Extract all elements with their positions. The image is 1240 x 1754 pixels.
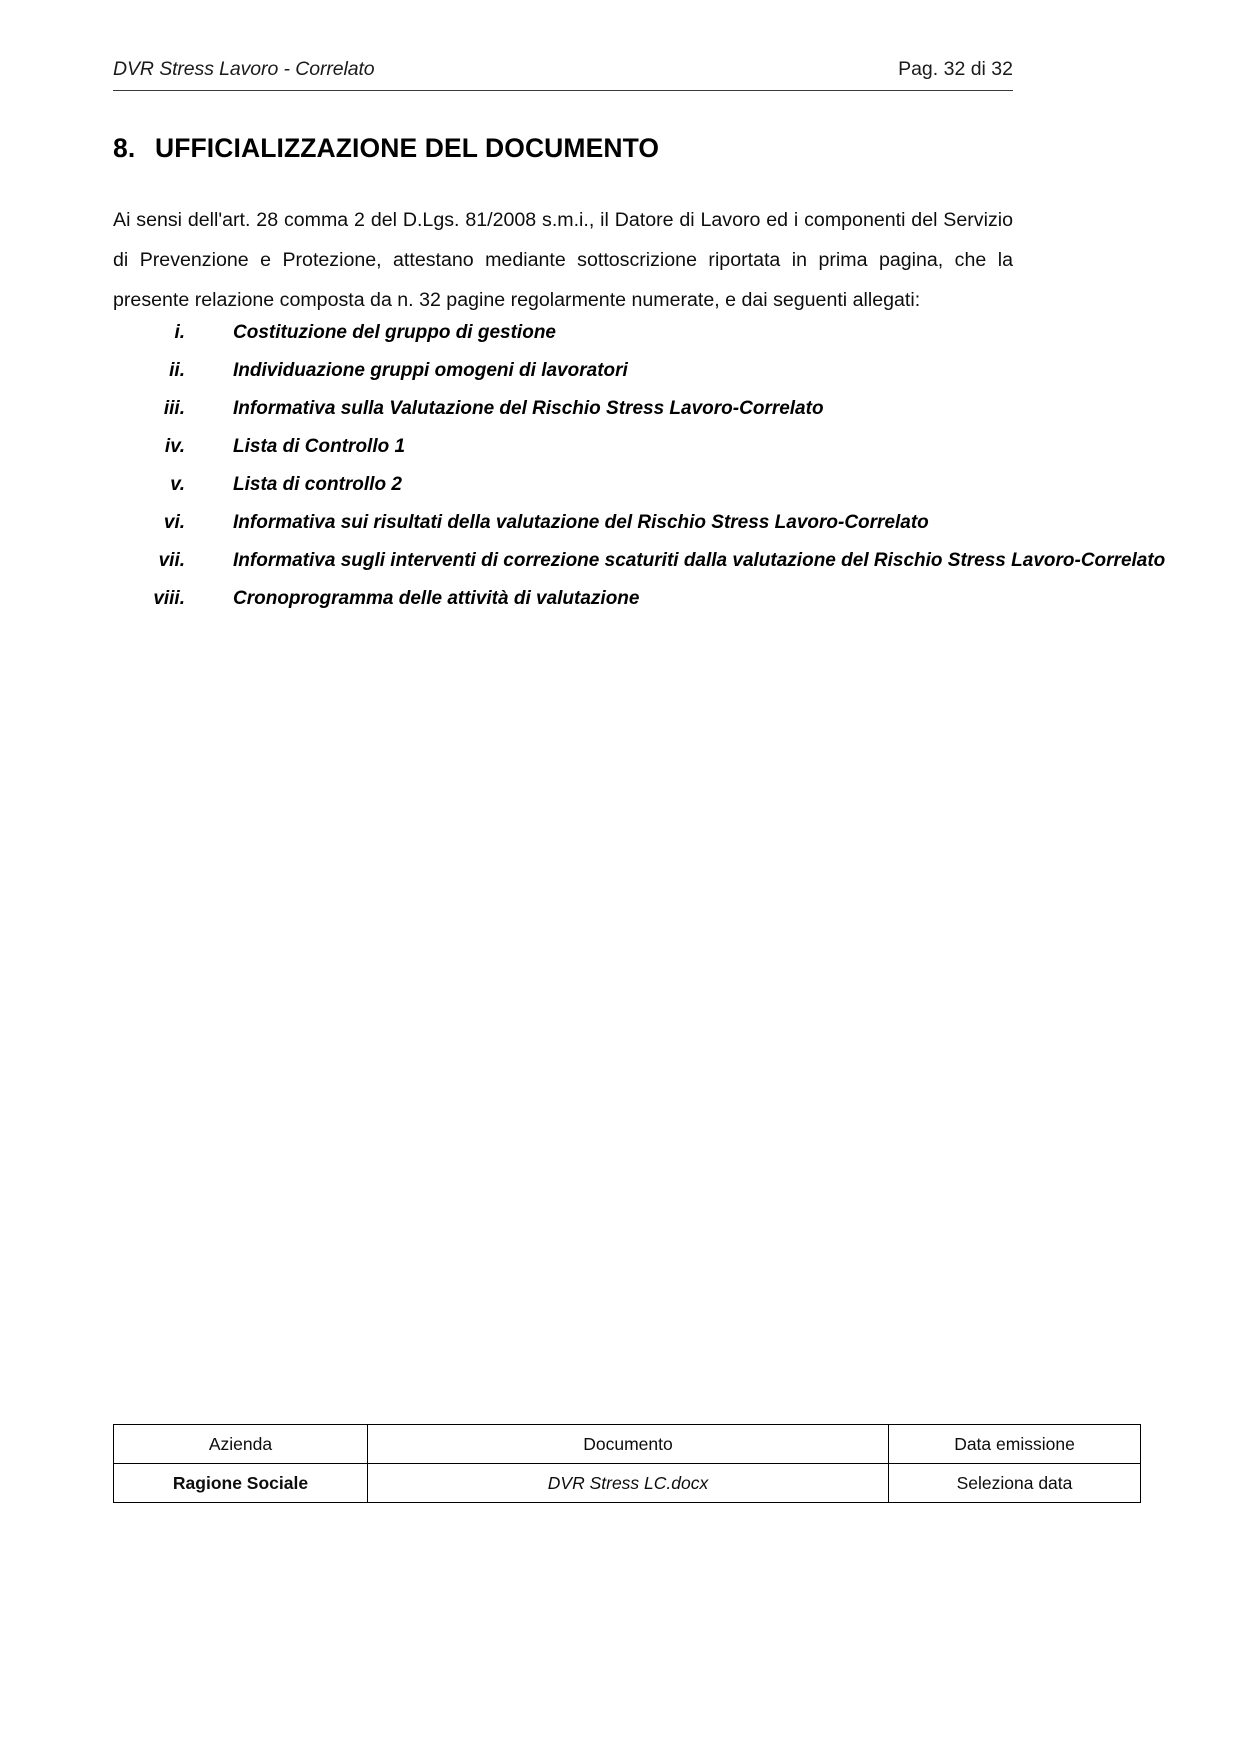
page-header xyxy=(113,58,1013,91)
list-item-label: Informativa sugli interventi di correzione scaturiti dalla valutazione del Rischio Stress Lavoro-Correlato xyxy=(233,550,1166,571)
section-number: 8. xyxy=(113,133,136,163)
list-item-label: Lista di controllo 2 xyxy=(233,474,402,495)
table-cell-data-emissione-value[interactable]: Seleziona data xyxy=(889,1464,1141,1503)
list-item-number: iii. xyxy=(163,398,185,419)
list-item-number: viii. xyxy=(153,588,185,609)
allegati-list xyxy=(113,322,1166,626)
list-item-label: Informativa sui risultati della valutazione del Rischio Stress Lavoro-Correlato xyxy=(233,512,929,533)
list-item xyxy=(113,512,1013,550)
header-document-title: DVR Stress Lavoro - Correlato xyxy=(113,58,375,80)
table-row-values xyxy=(114,1464,1141,1503)
list-item xyxy=(113,360,1013,398)
table-cell-azienda-value: Ragione Sociale xyxy=(114,1464,368,1503)
list-item-number: vi. xyxy=(163,512,185,533)
body-paragraph: Ai sensi dell'art. 28 comma 2 del D.Lgs. 81/2008 s.m.i., il Datore di Lavoro ed i componenti del Servizio di Prevenzione e Protezione, attestano mediante sottoscrizione riportata in prima pagina, che la presente relazione composta da n. 32 pagine regolarmente numerate, e dai seguenti allegati: xyxy=(113,209,1013,311)
list-item-number: v. xyxy=(170,474,185,495)
list-item-number: ii. xyxy=(169,360,185,381)
list-item-label: Individuazione gruppi omogeni di lavoratori xyxy=(233,360,628,381)
list-item xyxy=(113,398,1013,436)
list-item-number: iv. xyxy=(164,436,185,457)
table-cell-documento-value: DVR Stress LC.docx xyxy=(368,1464,889,1503)
header-page-indicator: Pag. 32 di 32 xyxy=(898,58,1013,80)
footer-table xyxy=(113,1424,1141,1503)
table-header-azienda: Azienda xyxy=(114,1425,368,1464)
table-header-data-emissione: Data emissione xyxy=(889,1425,1141,1464)
list-item-label: Informativa sulla Valutazione del Rischio Stress Lavoro-Correlato xyxy=(233,398,824,419)
list-item-label: Costituzione del gruppo di gestione xyxy=(233,322,556,343)
table-header-documento: Documento xyxy=(368,1425,889,1464)
list-item-number: vii. xyxy=(158,550,185,571)
page-title xyxy=(113,133,659,164)
list-item xyxy=(113,550,1166,588)
list-item-label: Lista di Controllo 1 xyxy=(233,436,406,457)
list-item xyxy=(113,322,1013,360)
list-item-label: Cronoprogramma delle attività di valutazione xyxy=(233,588,640,609)
section-title: UFFICIALIZZAZIONE DEL DOCUMENTO xyxy=(155,133,660,163)
list-item xyxy=(113,474,1013,512)
list-item xyxy=(113,588,1013,626)
list-item-number: i. xyxy=(174,322,185,343)
list-item xyxy=(113,436,1013,474)
table-row-headers xyxy=(114,1425,1141,1464)
